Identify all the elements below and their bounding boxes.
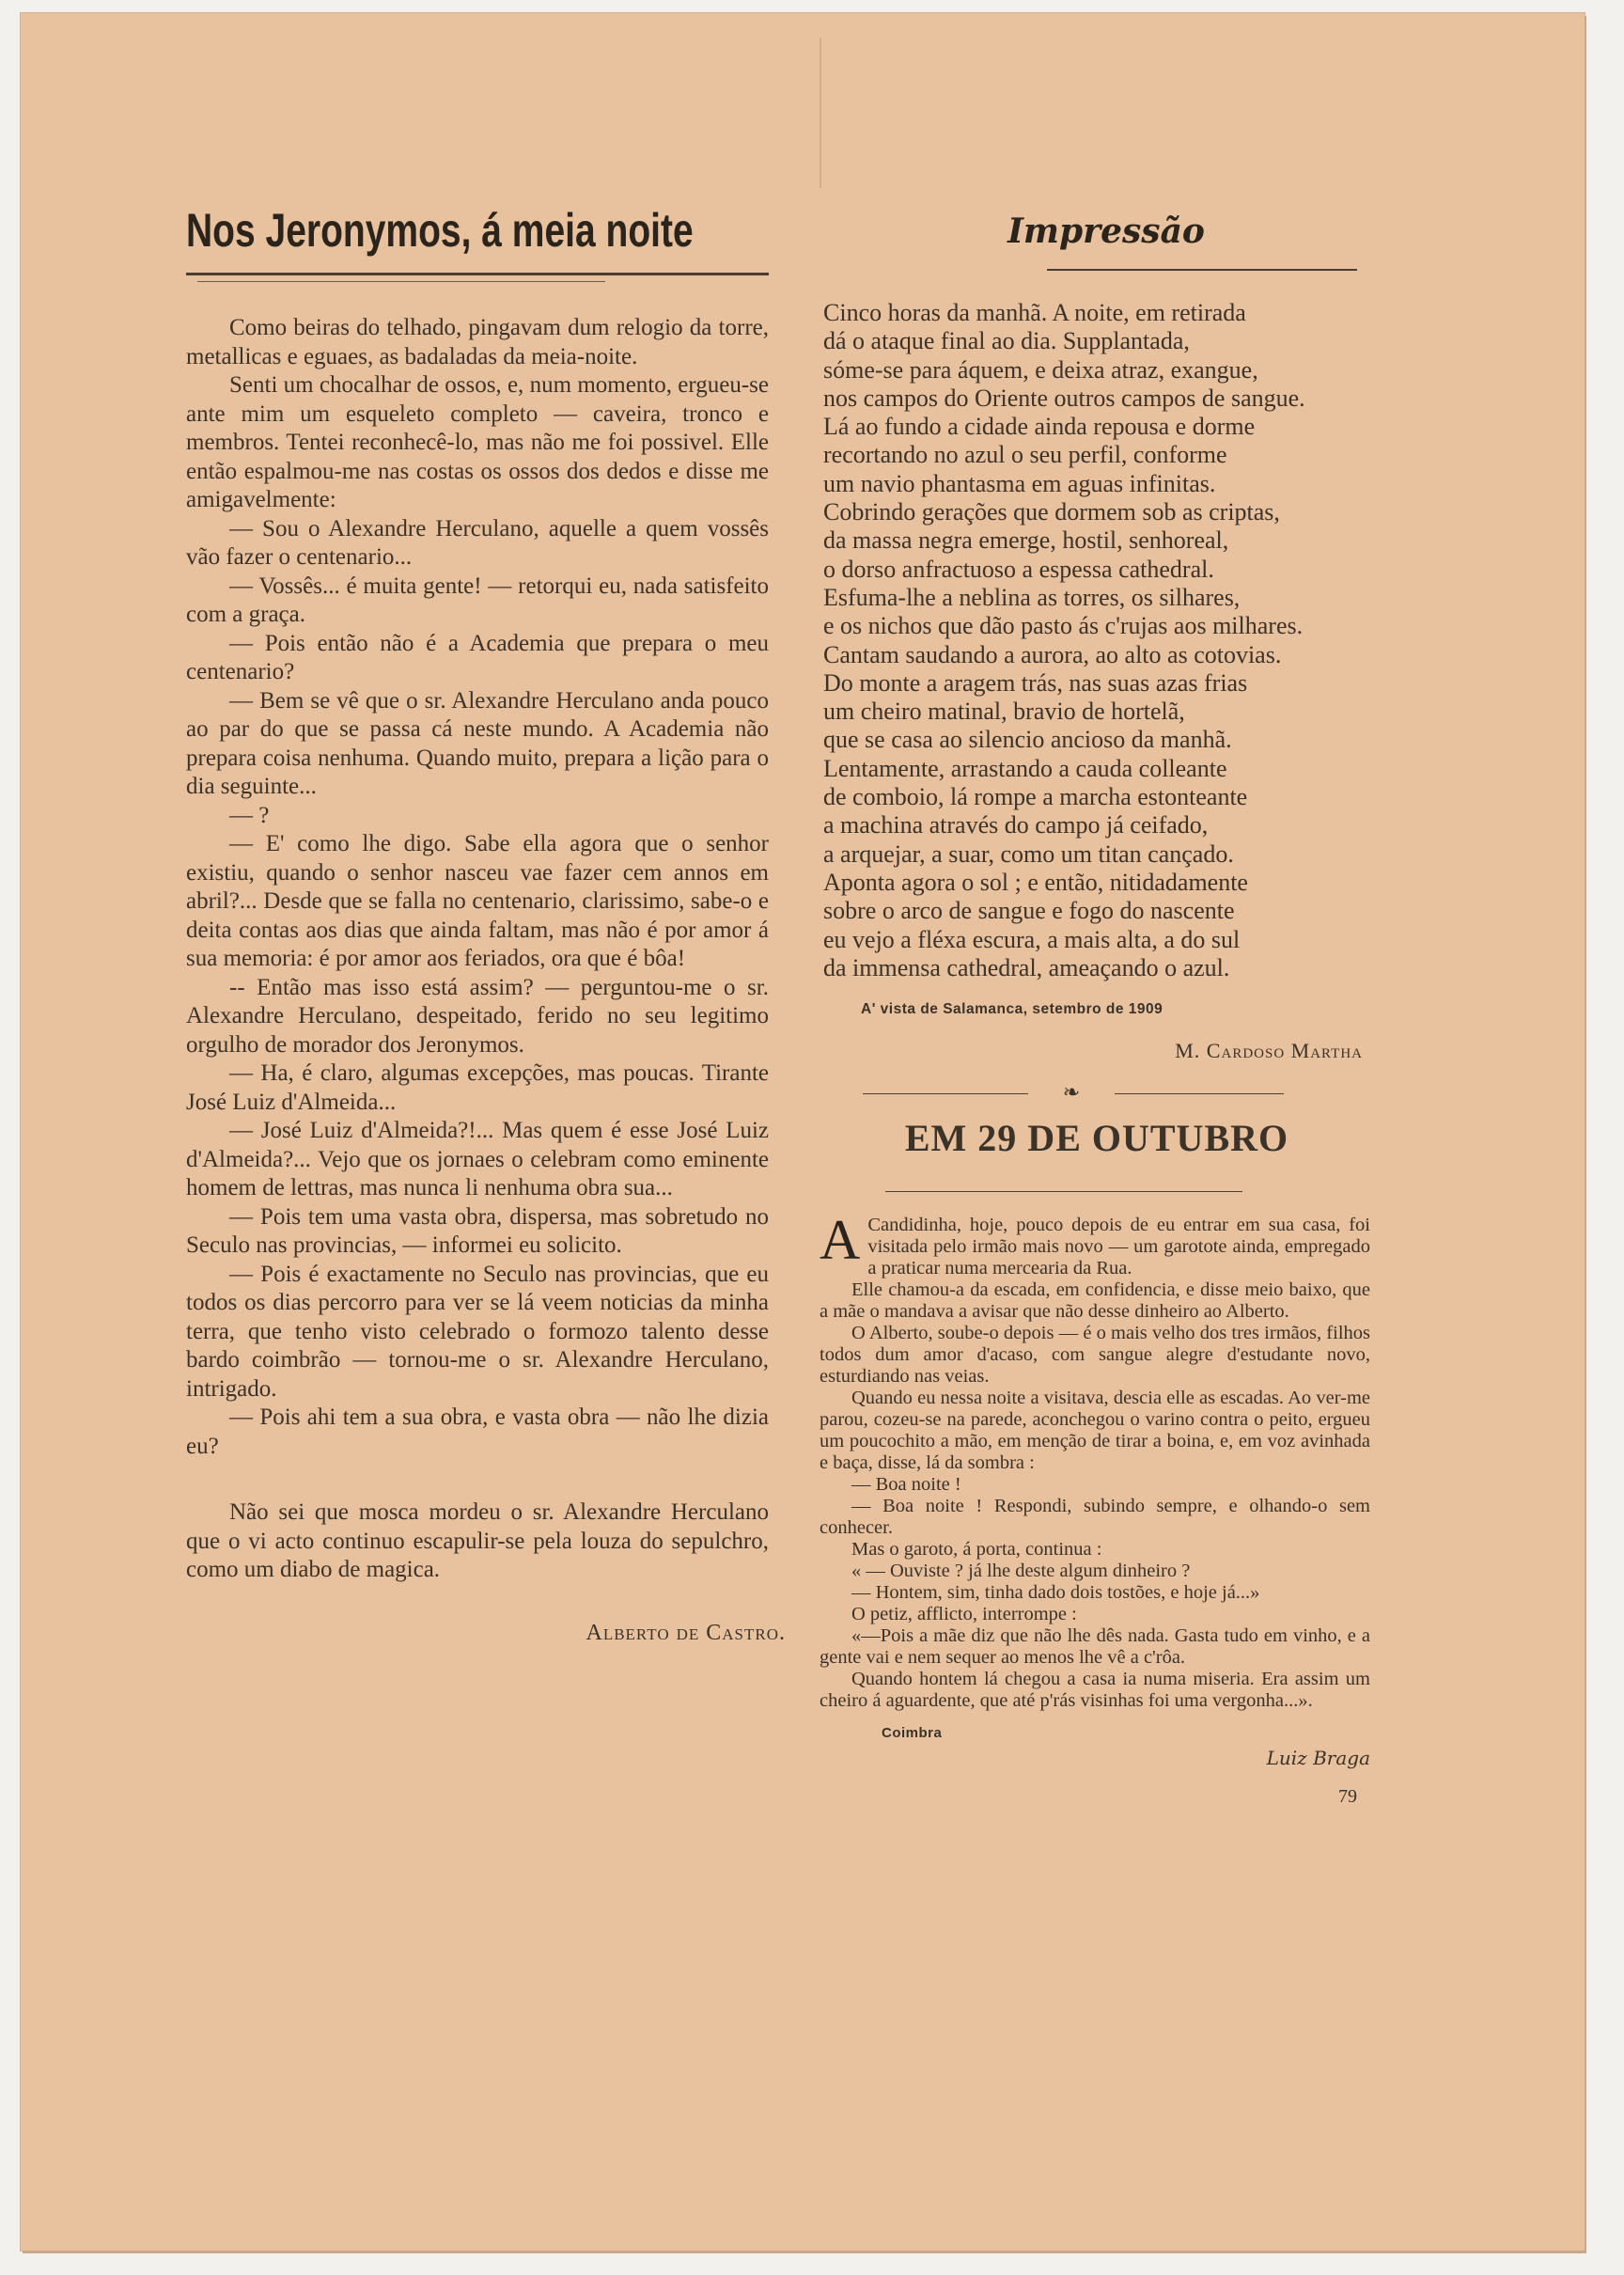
paragraph: Elle chamou-a da escada, em confidencia, e disse meio baixo, que a mãe o mandava a avisar que não desse dinheiro ao Alberto. — [820, 1279, 1370, 1323]
story-place: Coimbra — [882, 1725, 943, 1742]
poem-line: sóme-se para áquem, e deixa atraz, exangue, — [823, 355, 1258, 384]
paragraph: Não sei que mosca mordeu o sr. Alexandre Herculano que o vi acto continuo escapulir-se pela louza do sepulchro, como um diabo de magica. — [186, 1499, 769, 1582]
divider-line-right — [1115, 1093, 1284, 1094]
article-body-jeronymos — [186, 314, 769, 1585]
paragraph: — Boa noite ! Respondi, subindo sempre, e olhando-o sem conhecer. — [820, 1496, 1370, 1539]
paragraph: Quando hontem lá chegou a casa ia numa miseria. Era assim um cheiro á aguardente, que até p'rás visinhas foi uma vergonha...». — [820, 1669, 1370, 1712]
paragraph: Como beiras do telhado, pingavam dum relogio da torre, metallicas e eguaes, as badaladas da meia-noite. — [186, 315, 769, 369]
poem-line: a arquejar, a suar, como um titan cançado. — [823, 839, 1234, 868]
poem-line: Cinco horas da manhã. A noite, em retirada — [823, 299, 1246, 326]
paragraph: O petiz, afflicto, interrompe : — [851, 1604, 1077, 1625]
author-signature-alberto: Alberto de Castro. — [586, 1620, 786, 1645]
poem-line: Do monte a aragem trás, nas suas azas frias — [823, 668, 1248, 697]
paragraph: — Pois é exactamente no Seculo nas provincias, que eu todos os dias percorro para ver se lá veem noticias da minha terra, que tenho visto celebrado o formozo talento desse bardo coimbrão — tornou-me o sr. Alexandre Herculano, intrigado. — [186, 1261, 769, 1402]
story-title: EM 29 DE OUTUBRO — [904, 1117, 1289, 1160]
divider-line-left — [863, 1093, 1028, 1094]
poem-line: nos campos do Oriente outros campos de sangue. — [823, 384, 1305, 412]
poem-line: de comboio, lá rompe a marcha estonteante — [823, 783, 1248, 811]
poem-line: recortando no azul o seu perfil, conforme — [823, 441, 1227, 469]
poem-line: Cantam saudando a aurora, ao alto as cotovias. — [823, 640, 1282, 668]
divider-ornament-icon: ❧ — [1062, 1080, 1081, 1105]
poem-dateline: A' vista de Salamanca, setembro de 1909 — [861, 1001, 1163, 1018]
paragraph: — Sou o Alexandre Herculano, aquelle a quem vossês vão fazer o centenario... — [186, 515, 769, 570]
poem-body — [820, 299, 1393, 982]
poem-line: um cheiro matinal, bravio de hortelã, — [823, 698, 1185, 726]
page-number: 79 — [1338, 1786, 1357, 1808]
paragraph: — Pois ahi tem a sua obra, e vasta obra — não lhe dizia eu? — [186, 1404, 769, 1459]
poem-line: e os nichos que dão pasto ás c'rujas aos milhares. — [823, 612, 1304, 640]
poem-line: Lentamente, arrastando a cauda colleante — [823, 754, 1227, 782]
drop-cap: A — [820, 1209, 861, 1272]
paragraph: Senti um chocalhar de ossos, e, num momento, ergueu-se ante mim um esqueleto completo — caveira, tronco e membros. Tentei reconhecê-lo, mas não me foi possivel. Elle então espalmou-me nas costas os ossos dos dedos e disse me amigavelmente: — [186, 372, 769, 512]
poem-line: sobre o arco de sangue e fogo do nascente — [823, 897, 1235, 925]
poem-title-rule — [1047, 269, 1357, 271]
poem-line: da immensa cathedral, ameaçando o azul. — [823, 953, 1230, 981]
story-title-rule — [885, 1191, 1242, 1192]
paragraph: «—Pois a mãe diz que não lhe dês nada. Gasta tudo em vinho, e a gente vai e nem sequer ao menos lhe vê a c'rôa. — [820, 1625, 1370, 1669]
poem-line: Cobrindo gerações que dormem sob as criptas, — [823, 498, 1280, 526]
poem-line: Esfuma-lhe a neblina as torres, os silhares, — [823, 583, 1241, 611]
paragraph: — Ha, é claro, algumas excepções, mas poucas. Tirante José Luiz d'Almeida... — [186, 1060, 769, 1115]
poem-line: Aponta agora o sol ; e então, nitidadamente — [823, 868, 1248, 896]
title-underline — [197, 281, 605, 282]
poem-line: Lá ao fundo a cidade ainda repousa e dorme — [823, 413, 1256, 441]
poem-title: Impressão — [1007, 212, 1205, 251]
section-divider — [820, 1080, 1393, 1108]
paragraph: O Alberto, soube-o depois — é o mais velho dos tres irmãos, filhos todos dum amor d'acaso, com sangue alegre d'estudante novo, esturdiando nas veias. — [820, 1323, 1370, 1388]
article-title-jeronymos: Nos Jeronymos, á meia noite — [186, 204, 694, 257]
story-first-paragraph — [820, 1209, 1370, 1279]
poem-line: eu vejo a fléxa escura, a mais alta, a do sul — [823, 925, 1241, 953]
author-signature-cardoso: M. Cardoso Martha — [1175, 1039, 1363, 1063]
paragraph-text: Candidinha, hoje, pouco depois de eu entrar em sua casa, foi visitada pelo irmão mais novo — um garotote ainda, empregado a praticar numa mercearia da Rua. — [867, 1215, 1370, 1279]
paragraph: — Bem se vê que o sr. Alexandre Herculano anda pouco ao par do que se passa cá neste mundo. A Academia não prepara coisa nenhuma. Quando muito, prepara a lição para o dia seguinte... — [186, 687, 769, 799]
right-column — [820, 203, 1393, 1808]
paragraph: — Boa noite ! — [851, 1474, 961, 1496]
left-column — [186, 203, 786, 1646]
paragraph: -- Então mas isso está assim? — perguntou-me o sr. Alexandre Herculano, despeitado, ferido no seu legitimo orgulho de morador dos Jeronymos. — [186, 974, 769, 1058]
paragraph: — Pois então não é a Academia que prepara o meu centenario? — [186, 630, 769, 684]
paragraph: — Vossês... é muita gente! — retorqui eu, nada satisfeito com a graça. — [186, 573, 769, 627]
paragraph: Mas o garoto, á porta, continua : — [851, 1539, 1102, 1561]
paragraph: — E' como lhe digo. Sabe ella agora que o senhor existiu, quando o senhor nasceu vae fazer cem annos em abril?... Desde que se falla no centenario, clarissimo, sabe-o e deita contas aos dias que ainda faltam, mas não é por amor á sua memoria: é por amor aos feriados, ora que é bôa! — [186, 831, 769, 971]
title-rule — [186, 273, 769, 275]
poem-line: o dorso anfractuoso a espessa cathedral. — [823, 555, 1214, 583]
poem-line: da massa negra emerge, hostil, senhoreal, — [823, 526, 1229, 555]
paragraph: — ? — [229, 802, 270, 828]
poem-line: um navio phantasma em aguas infinitas. — [823, 469, 1216, 497]
poem-line: a machina através do campo já ceifado, — [823, 811, 1209, 839]
paragraph: — José Luiz d'Almeida?!... Mas quem é esse José Luiz d'Almeida?... Vejo que os jornaes o celebram como eminente homem de lettras, mas nunca li nenhuma obra sua... — [186, 1118, 769, 1200]
paragraph: — Hontem, sim, tinha dado dois tostões, e hoje já...» — [851, 1582, 1260, 1604]
author-signature-braga: Luiz Braga — [1266, 1747, 1370, 1770]
poem-line: que se casa ao silencio ancioso da manhã. — [823, 726, 1232, 754]
paragraph: — Pois tem uma vasta obra, dispersa, mas sobretudo no Seculo nas provincias, — informei eu solicito. — [186, 1203, 769, 1258]
poem-line: dá o ataque final ao dia. Supplantada, — [823, 327, 1190, 355]
story-body — [820, 1209, 1370, 1712]
paragraph: Quando eu nessa noite a visitava, descia elle as escadas. Ao ver-me parou, cozeu-se na parede, aconchegou o varino contra o peito, ergueu um poucochito a mão, em menção de tirar a boina, e, em voz avinhada e baça, disse, lá da sombra : — [820, 1388, 1370, 1474]
paragraph: « — Ouviste ? já lhe deste algum dinheiro ? — [851, 1561, 1191, 1582]
